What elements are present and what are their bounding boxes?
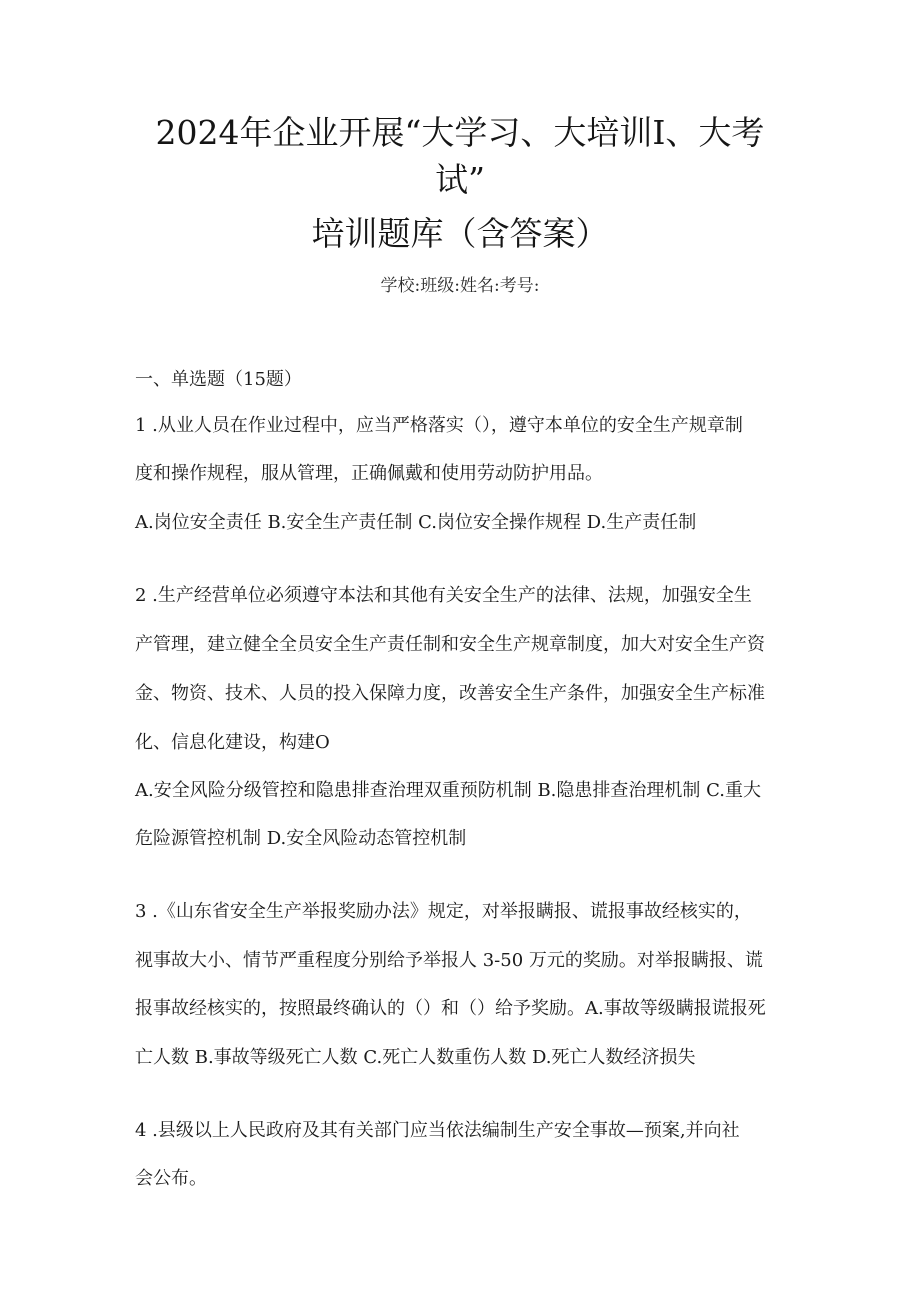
question-1-line-1: 1 .从业人员在作业过程中，应当严格落实（），遵守本单位的安全生产规章制 (135, 415, 743, 436)
document-title-line-3: 培训题库（含答案） (311, 214, 609, 253)
question-2-line-3: 金、物资、技术、人员的投入保障力度，改善安全生产条件，加强安全生产标准 (135, 683, 765, 704)
question-3-line-4: 亡人数 B.事故等级死亡人数 C.死亡人数重伤人数 D.死亡人数经济损失 (135, 1047, 696, 1068)
question-3-line-2: 视事故大小、情节严重程度分别给予举报人 3-50 万元的奖励。对举报瞒报、谎 (135, 950, 763, 971)
question-2-line-2: 产管理，建立健全全员安全生产责任制和安全生产规章制度，加大对安全生产资 (135, 634, 765, 655)
question-2-options-line-1: A.安全风险分级管控和隐患排查治理双重预防机制 B.隐患排查治理机制 C.重大 (135, 780, 761, 801)
question-4-line-1: 4 .县级以上人民政府及其有关部门应当依法编制生产安全事故—预案,并向社 (135, 1120, 740, 1141)
document-title-line-2: 试” (435, 160, 485, 199)
question-2-options-line-2: 危险源管控机制 D.安全风险动态管控机制 (135, 828, 467, 849)
question-4-line-2: 会公布。 (135, 1168, 207, 1189)
question-2-line-4: 化、信息化建设，构建O (135, 732, 330, 753)
section-heading: 一、单选题（15题） (135, 369, 302, 390)
question-2-line-1: 2 .生产经营单位必须遵守本法和其他有关安全生产的法律、法规，加强安全生 (135, 585, 752, 606)
question-3-line-3: 报事故经核实的，按照最终确认的（）和（）给予奖励。A.事故等级瞒报谎报死 (135, 998, 766, 1019)
question-1-line-2: 度和操作规程，服从管理，正确佩戴和使用劳动防护用品。 (135, 463, 603, 484)
document-title-line-1: 2024年企业开展“大学习、大培训I、大考 (155, 113, 765, 152)
question-3-line-1: 3 .《山东省安全生产举报奖励办法》规定，对举报瞒报、谎报事故经核实的， (135, 901, 752, 922)
question-1-options: A.岗位安全责任 B.安全生产责任制 C.岗位安全操作规程 D.生产责任制 (135, 512, 697, 533)
student-info-line: 学校:班级:姓名:考号: (380, 276, 540, 296)
